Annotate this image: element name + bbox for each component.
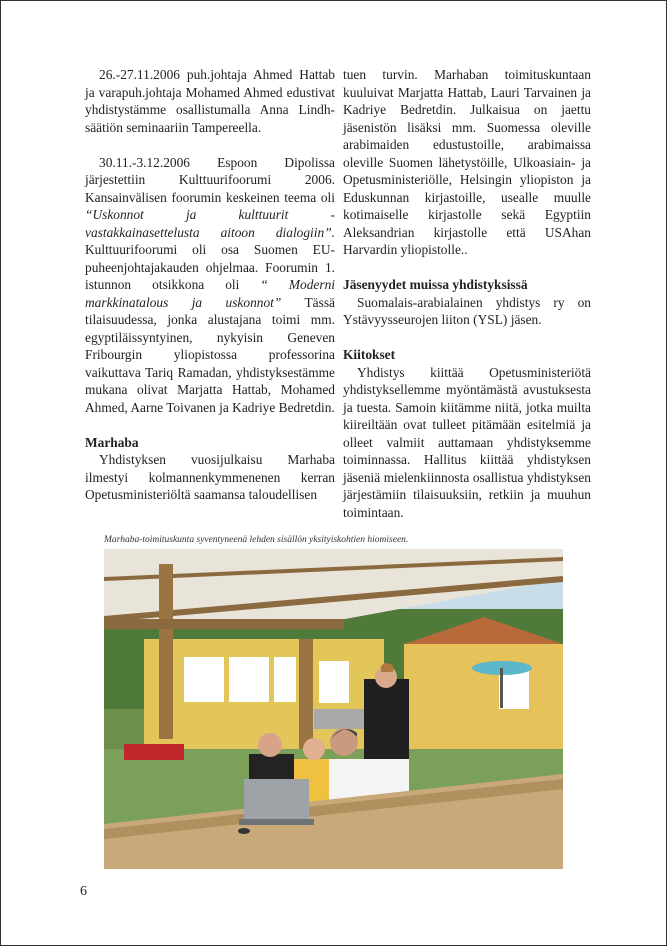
photo-caption: Marhaba-toimituskunta syventyneenä lehden sisällön yksityiskohtien hiomiseen. <box>104 535 409 545</box>
paragraph-culture-forum <box>85 154 335 417</box>
heading-memberships: Jäsenyydet muissa yhdistyksissä <box>343 277 528 292</box>
paragraph-seminar: 26.-27.11.2006 puh.johtaja Ahmed Hattab ja varapuh.johtaja Mohamed Ahmed edustivat yhdistystämme osallistumalla Anna Lindh-säätiön seminaariin Tampereella. <box>85 67 335 135</box>
right-column <box>343 66 591 521</box>
forum-text-c: Tässä tilaisuudessa, jonka alustajana toimi mm. egyptiläissyntyinen, nykyisin Geneven Fribourgin yliopistossa professorina vaikuttava Tariq Ramadan, yhdistyksestämme mukana olivat Marjatta Hattab, Mohamed Ahmed, Aarne Toivanen ja Kadriye Bedretdin. <box>85 294 335 415</box>
left-column <box>85 66 335 504</box>
photo-editorial-team <box>104 549 563 869</box>
paragraph-marhaba-continued: tuen turvin. Marhaban toimituskuntaan kuuluivat Marjatta Hattab, Lauri Tarvainen ja Kadriye Bedretdin. Julkaisua on jaettu jäsenistön lisäksi mm. Suomessa oleville arabimaiden edustustoille, arabimaissa oleville Suomen lähetystöille, Ulkoasiain- ja Opetusministeriölle, Helsingin yliopiston ja Eduskunnan kirjastoille, usealle muulle kotimaiselle kirjastolle sekä Egyptiin Aleksandrian kirjastolle että USAhan Harvardin yliopistolle.. <box>343 67 591 257</box>
forum-text-a: 30.11.-3.12.2006 Espoon Dipolissa järjestettiin Kulttuurifoorumi 2006. Kansainvälisen foorumin keskeinen teema oli <box>85 154 335 205</box>
paragraph-thanks: Yhdistys kiittää Opetusministeriötä yhdistyksellemme myöntämästä avustuksesta ja tuesta. Samoin kiitämme niitä, jotka muilta kiireiltään ovat tulleet pitämään esitelmiä ja olleet valmiit auttamaan yhdistyksemme toiminnassa. Hallitus kiittää yhdistyksen jäseniä mielenkiinnosta osallistua yhdistyksen järjestämiin tilaisuuksiin, retkiin ja muuhun toimintaan. <box>343 364 591 520</box>
heading-thanks: Kiitokset <box>343 347 396 362</box>
paragraph-marhaba: Yhdistyksen vuosijulkaisu Marhaba ilmestyi kolmannenkymmenenen kerran Opetusministeriöltä saamansa taloudellisen <box>85 452 335 502</box>
paragraph-memberships: Suomalais-arabialainen yhdistys ry on Ystävyysseurojen liiton (YSL) jäsen. <box>343 294 591 327</box>
page-number: 6 <box>80 884 87 899</box>
forum-theme-quote: “Uskonnot ja kulttuurit - vastakkainasettelusta aitoon dialogiin”. <box>85 207 335 240</box>
heading-marhaba: Marhaba <box>85 434 139 450</box>
forum-session-quote: “ Moderni markkinatalous ja uskonnot” <box>85 277 335 310</box>
forum-text-b: Kulttuurifoorumi oli osa Suomen EU-puheenjohtajakauden ohjelmaa. Foorumin 1. istunnon otsikkona oli <box>85 242 335 292</box>
